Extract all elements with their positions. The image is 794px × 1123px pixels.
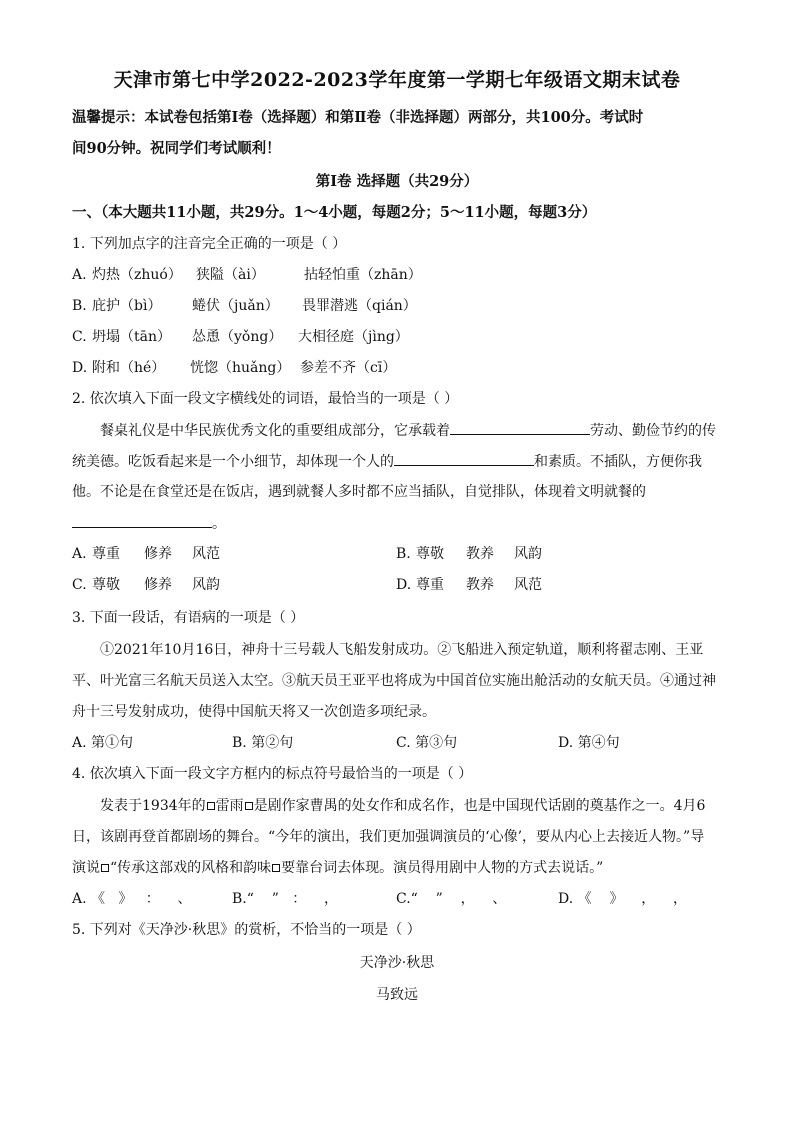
option-item: 修养 (144, 546, 172, 562)
section1-header: 一、（本大题共11小题，共29分。1～4小题，每题2分；5～11小题，每题3分） (72, 204, 597, 221)
option-label: A. (72, 891, 87, 907)
option-text: 第②句 (251, 735, 294, 751)
option-item: 庇护（bì） (92, 298, 162, 314)
option-item: 尊敬 (92, 577, 120, 593)
q1-option-b (72, 296, 417, 316)
q4-text: 发表于1934年的 (100, 798, 206, 814)
hint-line-1: 温馨提示：本试卷包括第Ⅰ卷（选择题）和第Ⅱ卷（非选择题）两部分，共100分。考试时 (72, 109, 644, 126)
q3-option-a (72, 733, 133, 753)
q4-text: 是剧作家曹禺的处女作和成名作，也是中国现代话剧的奠基作之一。4月6 (253, 798, 706, 814)
option-label: C. (72, 329, 87, 345)
option-item: 修养 (144, 577, 172, 593)
option-item: 狭隘（ài） (196, 267, 265, 283)
option-text: 第④句 (577, 735, 620, 751)
q4-option-d (558, 889, 687, 909)
q2-text: 餐桌礼仪是中华民族优秀文化的重要组成部分，它承载着 (100, 423, 450, 439)
q1-option-d (72, 358, 397, 378)
fill-blank-3 (72, 513, 212, 528)
option-item: 坍塌（tān） (92, 329, 171, 345)
option-item: 灼热（zhuó） (92, 267, 182, 283)
q4-text: 要靠台词去体现。演员得用剧中人物的方式去说话。” (281, 860, 604, 876)
q2-text: 统美德。吃饭看起来是一个小细节，却体现一个人的 (72, 454, 394, 470)
q3-option-c (396, 733, 457, 753)
q3-para-line-3: 舟十三号发射成功，使得中国航天将又一次创造多项纪录。 (72, 704, 436, 720)
poem-author: 马致远 (376, 987, 418, 1003)
option-label: D. (558, 891, 574, 907)
q2-para-line-2 (72, 451, 702, 472)
option-item: 风韵 (514, 546, 542, 562)
option-item: 尊重 (92, 546, 120, 562)
q2-option-a (72, 544, 220, 564)
option-text: 第③句 (415, 735, 458, 751)
punctuation-box (245, 802, 253, 810)
q5-stem: 5. 下列对《天净沙·秋思》的赏析，不恰当的一项是（ ） (72, 922, 421, 938)
option-label: D. (558, 735, 574, 751)
q3-option-b (232, 733, 293, 753)
punctuation-box (207, 802, 215, 810)
punctuation-box (101, 864, 109, 872)
option-label: A. (72, 735, 87, 751)
q2-para-line-1 (100, 420, 716, 441)
option-item: 拈轻怕重（zhān） (304, 267, 422, 283)
poem-title: 天净沙·秋思 (359, 955, 435, 971)
option-item: 大相径庭（jìng） (298, 329, 409, 345)
q3-para-line-2: 平、叶光富三名航天员送入太空。③航天员王亚平也将成为中国首位实施出舱活动的女航天员。④通过神 (72, 673, 716, 689)
q4-stem: 4. 依次填入下面一段文字方框内的标点符号最恰当的一项是（ ） (72, 766, 473, 782)
q2-text: 劳动、勤俭节约的传 (590, 423, 716, 439)
q1-option-c (72, 327, 409, 347)
option-item: 教养 (466, 546, 494, 562)
option-label: A. (72, 267, 87, 283)
q4-para-line-1 (100, 796, 705, 816)
option-item: 蜷伏（juǎn） (192, 298, 279, 314)
option-item: 风范 (514, 577, 542, 593)
option-text: “ ” ： ， (246, 891, 339, 907)
option-label: B. (232, 891, 247, 907)
q4-para-line-3 (72, 858, 603, 878)
option-label: D. (72, 360, 88, 376)
option-label: D. (396, 577, 412, 593)
exam-title: 天津市第七中学2022-2023学年度第一学期七年级语文期末试卷 (113, 69, 681, 91)
option-item: 怂恿（yǒng） (192, 329, 283, 345)
q2-text: 。 (212, 516, 226, 532)
option-item: 恍惚（huǎng） (190, 360, 291, 376)
option-item: 参差不齐（cī） (300, 360, 397, 376)
q1-option-a (72, 265, 422, 285)
q3-stem: 3. 下面一段话，有语病的一项是（ ） (72, 610, 305, 626)
option-label: B. (232, 735, 247, 751)
option-text: 第①句 (91, 735, 134, 751)
option-item: 风韵 (192, 577, 220, 593)
option-item: 畏罪潜逃（qián） (302, 298, 417, 314)
q2-text: 和素质。不插队，方便你我 (534, 454, 702, 470)
option-label: B. (396, 546, 411, 562)
q2-option-c (72, 575, 220, 595)
option-item: 附和（hé） (92, 360, 166, 376)
option-label: A. (72, 546, 87, 562)
option-item: 尊敬 (416, 546, 444, 562)
q3-option-d (558, 733, 620, 753)
option-item: 教养 (466, 577, 494, 593)
q4-option-b (232, 889, 338, 909)
q1-stem: 1. 下列加点字的注音完全正确的一项是（ ） (72, 236, 347, 252)
q2-option-d (396, 575, 542, 595)
fill-blank-2 (394, 451, 534, 466)
q2-option-b (396, 544, 542, 564)
option-text: “ ” ， 、 (410, 891, 507, 907)
punctuation-box (272, 864, 280, 872)
q2-para-line-4 (72, 513, 226, 534)
option-text: 《 》 ： 、 (91, 891, 192, 907)
option-label: C. (72, 577, 87, 593)
fill-blank-1 (450, 420, 590, 435)
q4-option-a (72, 889, 192, 909)
hint-line-2: 间90分钟。祝同学们考试顺利！ (72, 140, 281, 157)
part1-header: 第Ⅰ卷 选择题（共29分） (315, 173, 479, 190)
q4-text: 演说 (72, 860, 100, 876)
option-item: 尊重 (416, 577, 444, 593)
q4-text: 雷雨 (215, 798, 244, 814)
q4-option-c (396, 889, 506, 909)
q4-text: “传承这部戏的风格和韵味 (110, 860, 272, 876)
q2-stem: 2. 依次填入下面一段文字横线处的词语，最恰当的一项是（ ） (72, 391, 459, 407)
q3-para-line-1: ①2021年10月16日，神舟十三号载人飞船发射成功。②飞船进入预定轨道，顺利将翟志刚、王亚 (100, 642, 704, 658)
option-label: B. (72, 298, 87, 314)
option-item: 风范 (192, 546, 220, 562)
option-label: C. (396, 735, 411, 751)
option-text: 《 》 ， ， (577, 891, 688, 907)
q4-para-line-2: 日，该剧再登首都剧场的舞台。“今年的演出，我们更加强调演员的‘心像’，要从内心上去接近人物。”导 (72, 829, 705, 845)
q2-para-line-3: 他。不论是在食堂还是在饭店，遇到就餐人多时都不应当插队，自觉排队，体现着文明就餐的 (72, 484, 646, 500)
option-label: C. (396, 891, 411, 907)
